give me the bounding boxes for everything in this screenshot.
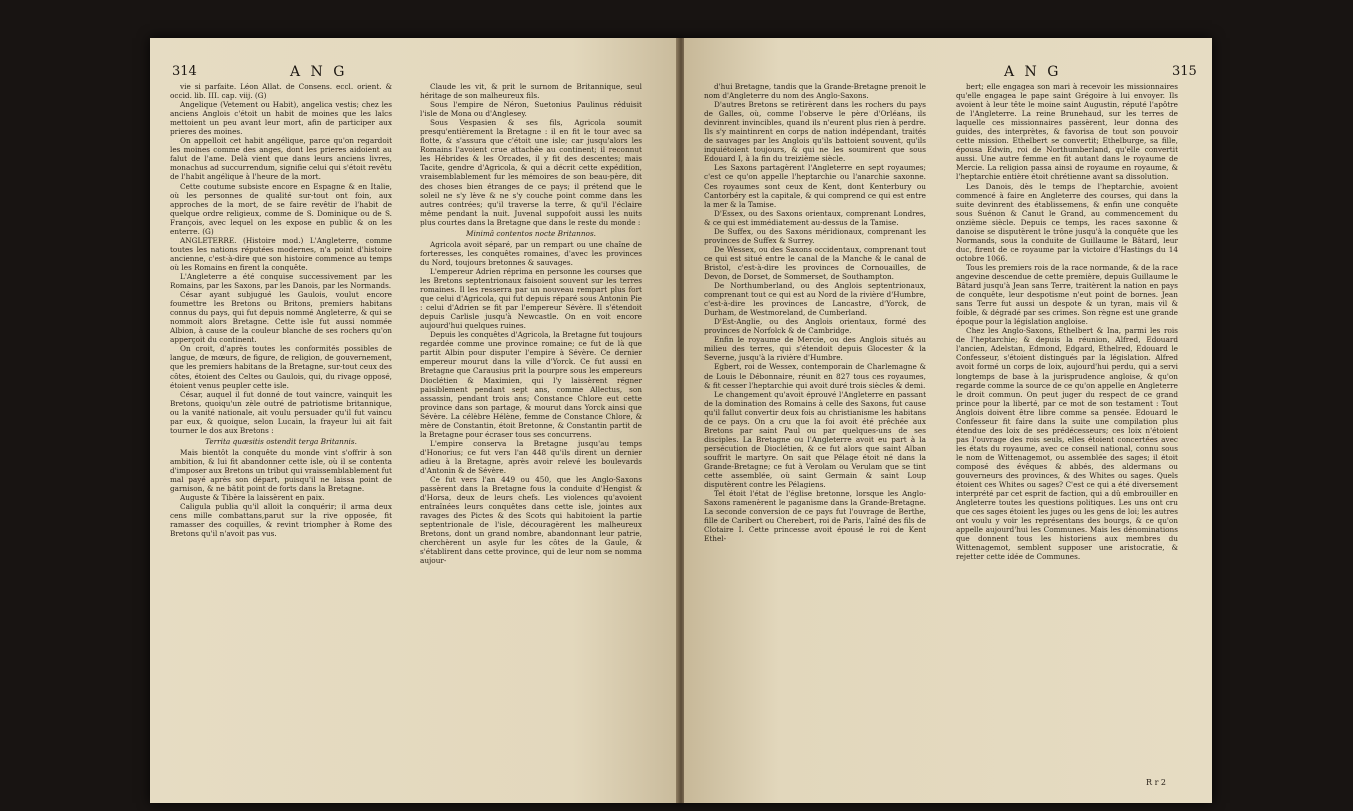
paragraph: L'empire conserva la Bretagne jusqu'au temps d'Honorius; ce fut vers l'an 448 qu'ils dirent un dernier adieu à la Bretagne, après avoir relevé les boulevards d'Antonin & de Sévère. [420, 438, 642, 475]
paragraph: Les Danois, dès le temps de l'heptarchie, avoient commencé à faire en Angleterre des courses, qui dans la suite devinrent des établissemens, & enfin une conquête sous Suénon & Canut le Grand, au commencement du onzième siècle. Depuis ce temps, les races saxonne & danoise se disputèrent le trône jusqu'à la conquête que les Normands, sous la conduite de Guillaume le Bâtard, leur duc, firent de ce royaume par la victoire d'Hastings du 14 octobre 1066. [956, 181, 1178, 263]
paragraph: D'Essex, ou des Saxons orientaux, comprenant Londres, & ce qui est immédiatement au-dessus de la Tamise. [704, 208, 926, 227]
running-head-left: A N G [290, 64, 348, 80]
right-column-b [956, 82, 1178, 561]
paragraph: Chez les Anglo-Saxons, Ethelbert & Ina, parmi les rois de l'heptarchie; & depuis la réunion, Alfred, Edouard l'ancien, Adelstan, Edmond, Edgard, Ethelred, Edouard le Confesseur, s'étoient distingués par la législation. Alfred avoit formé un corps de loix, aujourd'hui perdu, qui a servi longtemps de base à la jurisprudence angloise, & qu'on regarde comme la source de ce qu'on appelle en Angleterre le droit commun. On peut juger du respect de ce grand prince pour la liberté, par ce mot de son testament : Tout Anglois doivent être libre comme sa pensée. Edouard le Confesseur fit faire dans la suite une compilation plus étendue des loix de ses prédécesseurs; ces loix n'étoient pas l'ouvrage des rois seuls, elles étoient concertées avec les états du royaume, avec ce conseil national, connu sous le nom de Wittenagemot, ou assemblée des sages; il étoit composé des évêques & abbés, des aldermans ou gouverneurs des provinces, & des Whites ou sages. Quels étoient ces Whites ou sages? C'est ce qui a été diversement interprété par cet esprit de faction, qui a dû embrouiller en Angleterre toutes les questions politiques. Les uns ont cru que ces sages étoient les juges ou les gens de loi; les autres ont voulu y voir les représentans des bourgs, & ce qu'on appelle aujourd'hui les Communes. Mais les dénominations que donnent tous les historiens aux membres du Wittenagemot, semblent supposer une aristocratie, & rejetter cette idée de Communes. [956, 326, 1178, 562]
paragraph: Agricola avoit séparé, par un rempart ou une chaîne de forteresses, les conquêtes romaines, d'avec les provinces du Nord, toujours bretonnes & sauvages. [420, 239, 642, 267]
paragraph: Le changement qu'avoit éprouvé l'Angleterre en passant de la domination des Romains à celle des Saxons, fut cause qu'il fallut convertir deux fois au christianisme les habitans de ce pays. On a cru que la foi avoit été prêchée aux Bretons par saint Paul ou par quelques-uns de ses disciples. La Bretagne ou l'Angleterre avoit eu part à la persécution de Dioclétien, & ce fut alors que saint Alban souffrit le martyre. On sait que Pélage étoit né dans la Grande-Bretagne; ce fut à Verolam ou Verulam que se tint cette assemblée, où saint Germain & saint Loup disputèrent contre les Pélagiens. [704, 389, 926, 490]
paragraph: César, auquel il fut donné de tout vaincre, vainquit les Bretons, quoiqu'un zèle outré de patriotisme britannique, ou la vanité nationale, ait voulu persuader qu'il fut vaincu par eux, & quoique, selon Lucain, la frayeur lui ait fait tourner le dos aux Bretons : [170, 389, 392, 435]
paragraph: De Suffex, ou des Saxons méridionaux, comprenant les provinces de Suffex & Surrey. [704, 226, 926, 245]
page-number-right: 315 [1172, 64, 1197, 79]
paragraph: Depuis les conquêtes d'Agricola, la Bretagne fut toujours regardée comme une province romaine; ce fut de là que partit Albin pour disputer l'empire à Sévère. Ce dernier empereur mourut dans la ville d'Yorck. Ce fut aussi en Bretagne que Carausius prit la pourpre sous les empereurs Dioclétien & Maximien, qui l'y laissèrent régner paisiblement pendant sept ans, comme Allectus, son assassin, pendant trois ans; Constance Chlore eut cette province dans son partage, & mourut dans Yorck ainsi que Sévère. La célèbre Hélène, femme de Constance Chlore, & mère de Constantin, étoit Bretonne, & Constantin partit de la Bretagne pour écraser tous ses concurrens. [420, 330, 642, 439]
paragraph: De Wessex, ou des Saxons occidentaux, comprenant tout ce qui est situé entre le canal de la Manche & le canal de Bristol, c'est-à-dire les provinces de Cornouailles, de Devon, de Dorset, de Sommerset, de Southampton. [704, 244, 926, 281]
paragraph: D'autres Bretons se retirèrent dans les rochers du pays de Galles, où, comme l'observe le père d'Orléans, ils devinrent invincibles, quand ils n'eurent plus rien à perdre. Ils s'y maintinrent en corps de nation indépendant, traités de sauvages par les Anglois qu'ils battoient souvent, qu'ils inquiétoient toujours, & qui ne les soumirent que sous Edouard I, à la fin du treizième siècle. [704, 100, 926, 164]
verse-quote: Territa quæsitis ostendit terga Britannis. [205, 436, 357, 446]
paragraph: On croit, d'après toutes les conformités possibles de langue, de mœurs, de figure, de religion, de gouvernement, que les premiers habitans de la Bretagne, sur-tout ceux des côtes, étoient des Celtes ou Gaulois, qui, du rivage opposé, étoient venus peupler cette isle. [170, 344, 392, 390]
paragraph: Caligula publia qu'il alloit la conquérir; il arma deux cens mille combattans,parut sur la rive opposée, fit ramasser des coquilles, & revint triompher à Rome des Bretons qu'il n'avoit pas vus. [170, 502, 392, 539]
paragraph: Auguste & Tibère la laissèrent en paix. [180, 493, 325, 503]
left-column-a [170, 82, 392, 538]
running-head-right: A N G [1004, 64, 1062, 80]
signature-mark: R r 2 [1146, 778, 1167, 787]
paragraph: Tel étoit l'état de l'église bretonne, lorsque les Anglo-Saxons ramenèrent le paganisme dans la Grande-Bretagne. La seconde conversion de ce pays fut l'ouvrage de Berthe, fille de Caribert ou Cherebert, roi de Paris, l'aîné des fils de Clotaire I. Cette princesse avoit épousé le roi de Kent Ethel- [704, 489, 926, 544]
paragraph: Sous Vespasien & ses fils, Agricola soumit presqu'entièrement la Bretagne : il en fit le tour avec sa flotte, & s'assura que c'étoit une isle; car jusqu'alors les Romains l'avoient crue attachée au continent; il reconnut les Hébrides & les Orcades, il y fit des descentes; mais Tacite, gendre d'Agricola, & qui a décrit cette expédition, vraisemblablement fur les mémoires de son beau-père, dit des choses bien étranges de ce pays; il prétend que le soleil ne s'y lève & ne s'y couche point comme dans les autres contrées; qu'il traverse la terre, & qu'il l'éclaire même pendant la nuit. Juvenal suppofoit aussi les nuits plus courtes dans la Bretagne que dans le reste du monde : [420, 118, 642, 227]
page-number-left: 314 [172, 64, 197, 79]
paragraph: Ce fut vers l'an 449 ou 450, que les Anglo-Saxons passèrent dans la Bretagne fous la conduite d'Hengist & d'Horsa, deux de leurs chefs. Les violences qu'avoient entraînées leurs conquêtes dans cette isle, jointes aux ravages des Pictes & des Scots qui habitoient la partie septentrionale de l'isle, découragèrent les malheureux Bretons, dont un grand nombre, abandonnant leur patrie, cherchèrent un asyle fur les côtes de la Gaule, & s'établirent dans cette province, qui de leur nom se nomma aujour- [420, 475, 642, 566]
paragraph: César ayant subjugué les Gaulois, voulut encore foumettre les Bretons ou Britons, premiers habitans connus du pays, qui fut depuis nommé Angleterre, & qui se nommoit alors Bretagne. Cette isle fut aussi nommée Albion, à cause de la couleur blanche de ses rochers qu'on apperçoit du continent. [170, 290, 392, 345]
paragraph: Cette coutume subsiste encore en Espagne & en Italie, où les personnes de qualité sur-tout ont foin, aux approches de la mort, de se faire revêtir de l'habit de quelque ordre religieux, comme de S. Dominique ou de S. François, avec lequel on les expose en public & on les enterre. (G) [170, 181, 392, 236]
right-column-a [704, 82, 926, 543]
paragraph: D'Est-Anglie, ou des Anglois orientaux, formé des provinces de Norfolck & de Cambridge. [704, 317, 926, 336]
left-column-b [420, 82, 642, 565]
paragraph: Sous l'empire de Néron, Suetonius Paulinus réduisit l'isle de Mona ou d'Anglesey. [420, 100, 642, 119]
paragraph: Egbert, roi de Wessex, contemporain de Charlemagne & de Louis le Débonnaire, réunit en 827 tous ces royaumes, & fit cesser l'heptarchie qui avoit duré trois siècles & demi. [704, 362, 926, 390]
paragraph: On appelloit cet habit angélique, parce qu'on regardoit les moines comme des anges, dont les prieres aidoient au falut de l'ame. Delà vient que dans leurs anciens livres, monachus ad succurrendum, signifie celui qui s'étoit revêtu de l'habit angélique à l'heure de la mort. [170, 136, 392, 182]
paragraph: Angelique (Vetement ou Habit), angelica vestis; chez les anciens Anglois c'étoit un habit de moines que les laïcs mettoient un peu avant leur mort, afin de participer aux prieres des moines. [170, 100, 392, 137]
paragraph: Enfin le royaume de Mercie, ou des Anglois situés au milieu des terres, qui s'étendoit depuis Glocester & la Severne, jusqu'à la rivière d'Humbre. [704, 335, 926, 363]
paragraph: L'empereur Adrien réprima en personne les courses que les Bretons septentrionaux faisoient souvent sur les terres romaines. Il les resserra par un nouveau rempart plus fort que celui d'Agricola, qui fut depuis réparé sous Antonin Pie : celui d'Adrien se fit par l'empereur Sévère. Il s'étendoit depuis Carlisle jusqu'à Newcastle. On en voit encore aujourd'hui quelques ruines. [420, 266, 642, 331]
verse-quote: Minimâ contentos nocte Britannos. [465, 228, 597, 238]
open-book [150, 38, 1212, 803]
paragraph: d'hui Bretagne, tandis que la Grande-Bretagne prenoit le nom d'Angleterre du nom des Anglo-Saxons. [704, 82, 926, 101]
paragraph: L'Angleterre a été conquise successivement par les Romains, par les Saxons, par les Danois, par les Normands. [170, 271, 392, 291]
paragraph: De Northumberland, ou des Anglois septentrionaux, comprenant tout ce qui est au Nord de la rivière d'Humbre, c'est-à-dire les provinces de Lancastre, d'Yorck, de Durham, de Westmoreland, de Cumberland. [704, 281, 926, 318]
paragraph: Mais bientôt la conquête du monde vint s'offrir à son ambition, & lui fit abandonner cette isle, où il se contenta d'imposer aux Bretons un tribut qui vraissemblablement fut mal payé après son départ, puisqu'il ne laissa point de garnison, & ne bâtit point de forts dans la Bretagne. [170, 447, 392, 494]
left-page [150, 38, 678, 803]
paragraph: ANGLETERRE. (Histoire mod.) L'Angleterre, comme toutes les nations réputées modernes, n'a point d'histoire ancienne, c'est-à-dire que son histoire commence au temps où les Romains en firent la conquête. [170, 235, 392, 272]
paragraph: Les Saxons partagèrent l'Angleterre en sept royaumes; c'est ce qu'on appelle l'heptarchie ou l'anarchie saxonne. Ces royaumes sont ceux de Kent, dont Kenterbury ou Cantorbéry est la capitale, & qui comprend ce qui est entre la mer & la Tamise. [704, 163, 926, 209]
paragraph: Claude les vit, & prit le surnom de Britannique, seul héritage de son malheureux fils. [420, 82, 642, 101]
paragraph: bert; elle engagea son mari à recevoir les missionnaires qu'elle engagea le pape saint Grégoire à lui envoyer. Ils avoient à leur tête le moine saint Augustin, réputé l'apôtre de l'Angleterre. La reine Brunehaud, sur les terres de laquelle ces missionnaires passèrent, leur donna des guides, des interprètes, & favorisa de tout son pouvoir cette mission. Ethelbert se convertit; Ethelburge, sa fille, épousa Edwin, roi de Northumberland, qu'elle convertit aussi. Une autre femme en fit autant dans le royaume de Mercie. La religion passa ainsi de royaume en royaume, & l'heptarchie entière étoit chrétienne avant sa dissolution. [956, 82, 1178, 182]
paragraph: vie si parfaite. Léon Allat. de Consens. eccl. orient. & occid. lib. III. cap. viij. (G) [170, 82, 392, 101]
right-page [684, 38, 1212, 803]
paragraph: Tous les premiers rois de la race normande, & de la race angevine descendue de cette première, depuis Guillaume le Bâtard jusqu'à Jean sans Terre, traitèrent la nation en pays de conquête, leur despotisme n'eut point de bornes. Jean sans Terre fut aussi un despote & un tyran, mais vil & foible, & dégradé par ses crimes. Son règne est une grande époque pour la législation angloise. [956, 262, 1178, 327]
